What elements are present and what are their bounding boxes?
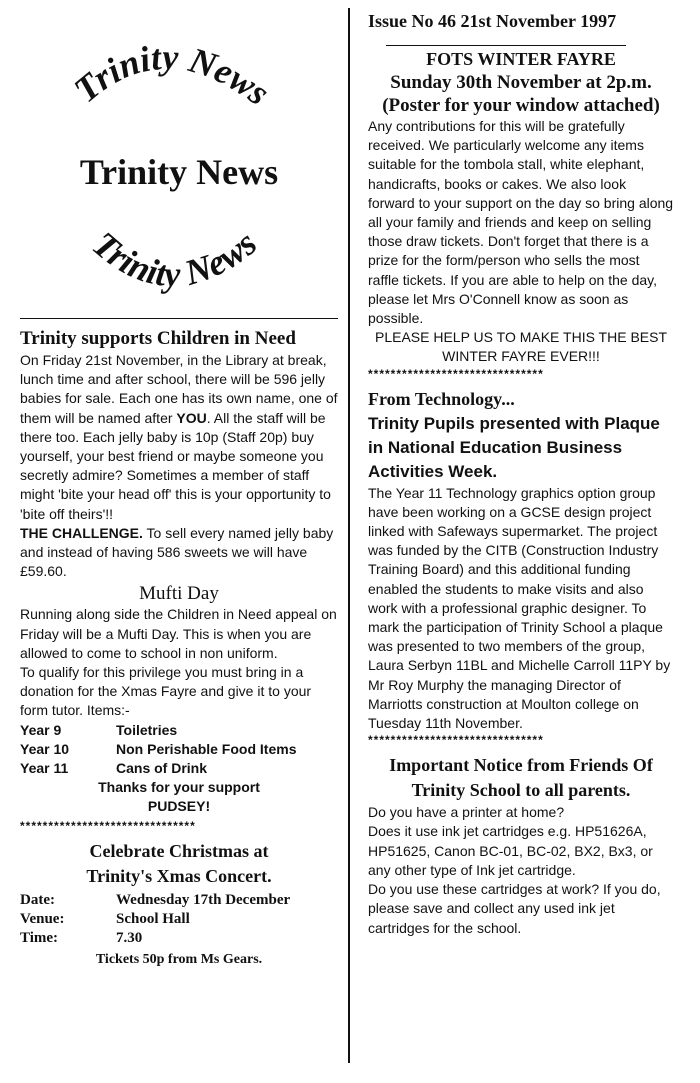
- technology-text: The Year 11 Technology graphics option group have been working on a GCSE design project linked with Safeways supermarket. The project was funded by the CITB (Construction Industry Training Board) and this additional funding enabled the students to make visits and also work with a professional graphic designer. To mark the participation of Trinity School a plaque was presented to two members of the group, Laura Serbyn 11BL and Michelle Carroll 11PY by Mr Roy Murphy the managing Director of Marriotts construction at Moulton college on Tuesday 11th November.: [368, 484, 671, 732]
- mufti-thanks: Thanks for your support: [98, 779, 260, 796]
- stars-divider: *******************************: [20, 818, 196, 833]
- notice-text-3: Do you use these cartridges at work? If you do, please save and collect any used ink jet cartridges for the school.: [368, 881, 661, 936]
- concert-heading-2: Trinity's Xmas Concert.: [86, 865, 272, 886]
- masthead-arc-top: Trinity News: [66, 36, 277, 113]
- concert-row: [20, 891, 290, 910]
- mufti-item-name: Cans of Drink: [116, 760, 208, 777]
- masthead-rule: [20, 318, 338, 319]
- concert-row: [20, 929, 290, 948]
- children-in-need-text-a: On Friday 21st November, in the Library at break, lunch time and after school, there will be 596 jelly babies for sale. Each one has its own name, one of them will be named after: [20, 352, 338, 426]
- technology-heading: Trinity Pupils presented with Plaque in National Education Business Activities Week.: [368, 413, 660, 481]
- notice-body: [368, 803, 674, 937]
- challenge-text: To sell every named jelly baby and instead of having 586 sweets we will have £59.60.: [20, 524, 334, 580]
- fayre-appeal: PLEASE HELP US TO MAKE THIS THE BEST WINTER FAYRE EVER!!!: [374, 329, 668, 365]
- mufti-item-year: Year 9: [20, 721, 62, 738]
- children-in-need-body: [20, 351, 338, 581]
- concert-value: School Hall: [116, 910, 190, 927]
- fayre-heading-1: FOTS WINTER FAYRE: [426, 49, 616, 69]
- mufti-heading: Mufti Day: [139, 583, 219, 605]
- masthead: [20, 0, 338, 300]
- concert-label: Date:: [20, 891, 55, 908]
- right-column: [368, 0, 674, 938]
- concert-tickets: Tickets 50p from Ms Gears.: [95, 951, 263, 967]
- fayre-heading-2: Sunday 30th November at 2p.m.: [390, 72, 652, 93]
- children-in-need-text-b: . All the staff will be there too. Each jelly baby is 10p (Staff 20p) buy yourself, your best friend or maybe someone you secretly admire? Sometimes a member of staff might 'bite your head off' this is your opportunity to 'bite off theirs'!!: [20, 409, 331, 522]
- issue-line: Issue No 46 21st November 1997: [368, 11, 617, 31]
- left-column: [20, 0, 338, 969]
- mufti-item-year: Year 10: [20, 740, 70, 757]
- notice-heading-1: Important Notice from Friends Of: [389, 755, 653, 776]
- concert-value: Wednesday 17th December: [116, 891, 291, 908]
- concert-row: [20, 910, 290, 929]
- children-in-need-heading: Trinity supports Children in Need: [20, 328, 296, 349]
- mufti-items-table: [20, 721, 296, 779]
- technology-kicker: From Technology...: [368, 388, 515, 409]
- mufti-body: [20, 605, 338, 816]
- concert-heading-1: Celebrate Christmas at: [89, 840, 269, 861]
- issue-rule: [386, 45, 626, 46]
- masthead-title: Trinity News: [79, 152, 279, 192]
- fayre-text: Any contributions for this will be gratefully received. We particularly welcome any items suitable for the tombola stall, white elephant, handicrafts, books or cakes. We also look forward to your support on the day so bring along all your family and friends and keep on selling those draw tickets. Don't forget that there is a prize for the form/person who sells the most raffle tickets. If you are able to help on the day, please let Mrs O'Connell know as soon as possible.: [368, 118, 674, 327]
- concert-label: Time:: [20, 929, 59, 946]
- stars-divider: *******************************: [368, 366, 544, 381]
- stars-divider: *******************************: [368, 733, 544, 748]
- mufti-text-2: To qualify for this privilege you must bring in a donation for the Xmas Fayre and give it to your form tutor. Items:-: [20, 664, 312, 719]
- mufti-item-name: Non Perishable Food Items: [116, 740, 297, 757]
- technology-body: [368, 484, 674, 734]
- notice-text-1: Do you have a printer at home?: [368, 804, 565, 821]
- mufti-item-row: [20, 721, 296, 740]
- fayre-heading-3: (Poster for your window attached): [382, 95, 660, 116]
- mufti-item-row: [20, 740, 296, 759]
- challenge-label: THE CHALLENGE.: [20, 524, 143, 541]
- mufti-sign: PUDSEY!: [147, 798, 211, 815]
- mufti-item-year: Year 11: [20, 760, 69, 777]
- notice-heading-2: Trinity School to all parents.: [411, 780, 631, 801]
- column-divider: [348, 8, 350, 1063]
- concert-value: 7.30: [116, 929, 143, 946]
- concert-label: Venue:: [20, 910, 65, 927]
- masthead-logo: [20, 0, 338, 300]
- notice-text-2: Does it use ink jet cartridges e.g. HP51626A, HP51625, Canon BC-01, BC-02, BX2, Bx3, or any other type of Ink jet cartridge.: [368, 823, 653, 878]
- concert-details: [20, 891, 290, 948]
- masthead-arc-bottom: Trinity News: [84, 222, 265, 295]
- children-in-need-you: YOU: [176, 409, 207, 426]
- mufti-text-1: Running along side the Children in Need appeal on Friday will be a Mufti Day. This is when you are allowed to come to school in non uniform.: [20, 606, 337, 661]
- mufti-item-row: [20, 759, 296, 778]
- fayre-body: [368, 117, 674, 367]
- mufti-item-name: Toiletries: [116, 721, 178, 738]
